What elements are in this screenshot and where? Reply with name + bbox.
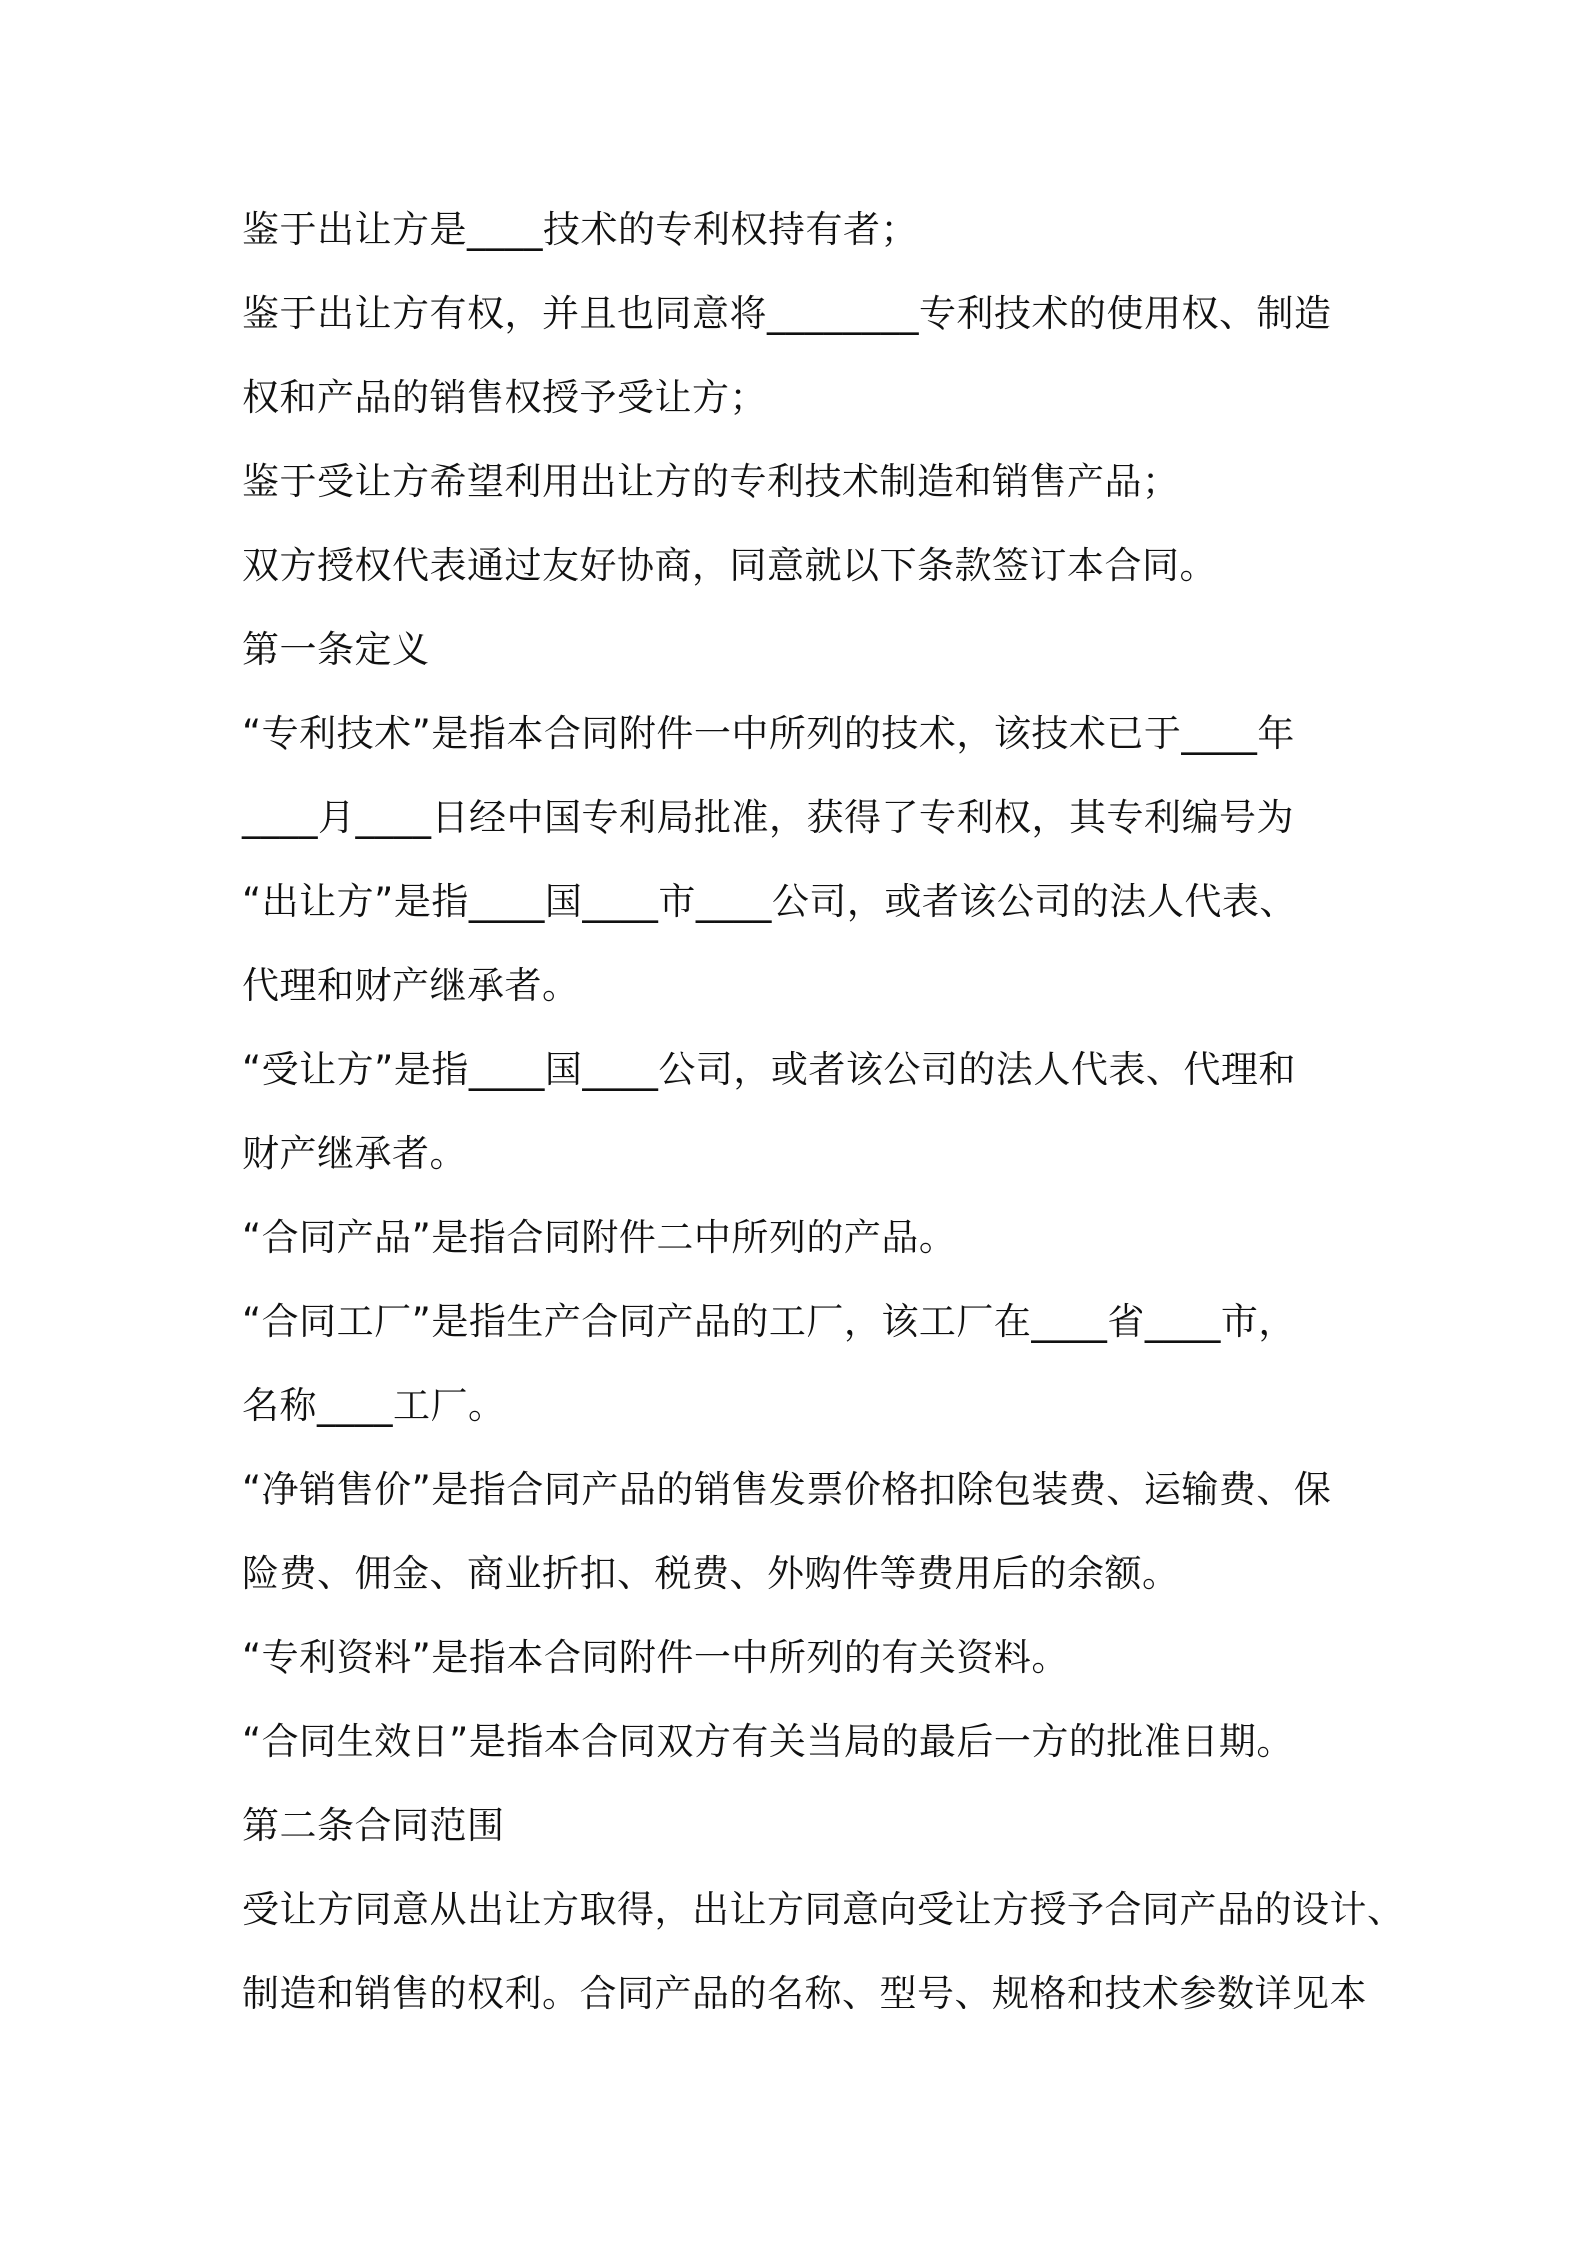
text-line: 名称____工厂。 — [242, 1384, 506, 1427]
text-line: 鉴于受让方希望利用出让方的专利技术制造和销售产品； — [242, 460, 1180, 503]
text-line: 财产继承者。 — [242, 1132, 467, 1175]
text-line: 双方授权代表通过友好协商，同意就以下条款签订本合同。 — [242, 544, 1217, 587]
text-line: 受让方同意从出让方取得，出让方同意向受让方授予合同产品的设计、 — [242, 1888, 1405, 1931]
section-heading: 第二条合同范围 — [242, 1804, 505, 1847]
text-line: “合同生效日”是指本合同双方有关当局的最后一方的批准日期。 — [242, 1720, 1294, 1763]
text-line: 鉴于出让方有权，并且也同意将________专利技术的使用权、制造 — [242, 292, 1332, 335]
text-line: “专利技术”是指本合同附件一中所列的技术，该技术已于____年 — [242, 712, 1295, 755]
text-line: 代理和财产继承者。 — [242, 964, 580, 1007]
text-line: “净销售价”是指合同产品的销售发票价格扣除包装费、运输费、保 — [242, 1468, 1332, 1511]
text-line: “合同工厂”是指生产合同产品的工厂，该工厂在____省____市， — [242, 1300, 1296, 1343]
document-body — [242, 198, 1405, 2046]
text-line: ____月____日经中国专利局批准，获得了专利权，其专利编号为 — [242, 796, 1294, 839]
text-line: “专利资料”是指本合同附件一中所列的有关资料。 — [242, 1636, 1069, 1679]
text-line: 制造和销售的权利。合同产品的名称、型号、规格和技术参数详见本 — [242, 1972, 1367, 2015]
section-heading: 第一条定义 — [242, 628, 430, 671]
text-line: 险费、佣金、商业折扣、税费、外购件等费用后的余额。 — [242, 1552, 1180, 1595]
text-line: “受让方”是指____国____公司，或者该公司的法人代表、代理和 — [242, 1048, 1296, 1091]
text-line: “出让方”是指____国____市____公司，或者该公司的法人代表、 — [242, 880, 1297, 923]
text-line: 鉴于出让方是____技术的专利权持有者； — [242, 208, 918, 251]
text-line: “合同产品”是指合同附件二中所列的产品。 — [242, 1216, 957, 1259]
text-line: 权和产品的销售权授予受让方； — [242, 376, 767, 419]
